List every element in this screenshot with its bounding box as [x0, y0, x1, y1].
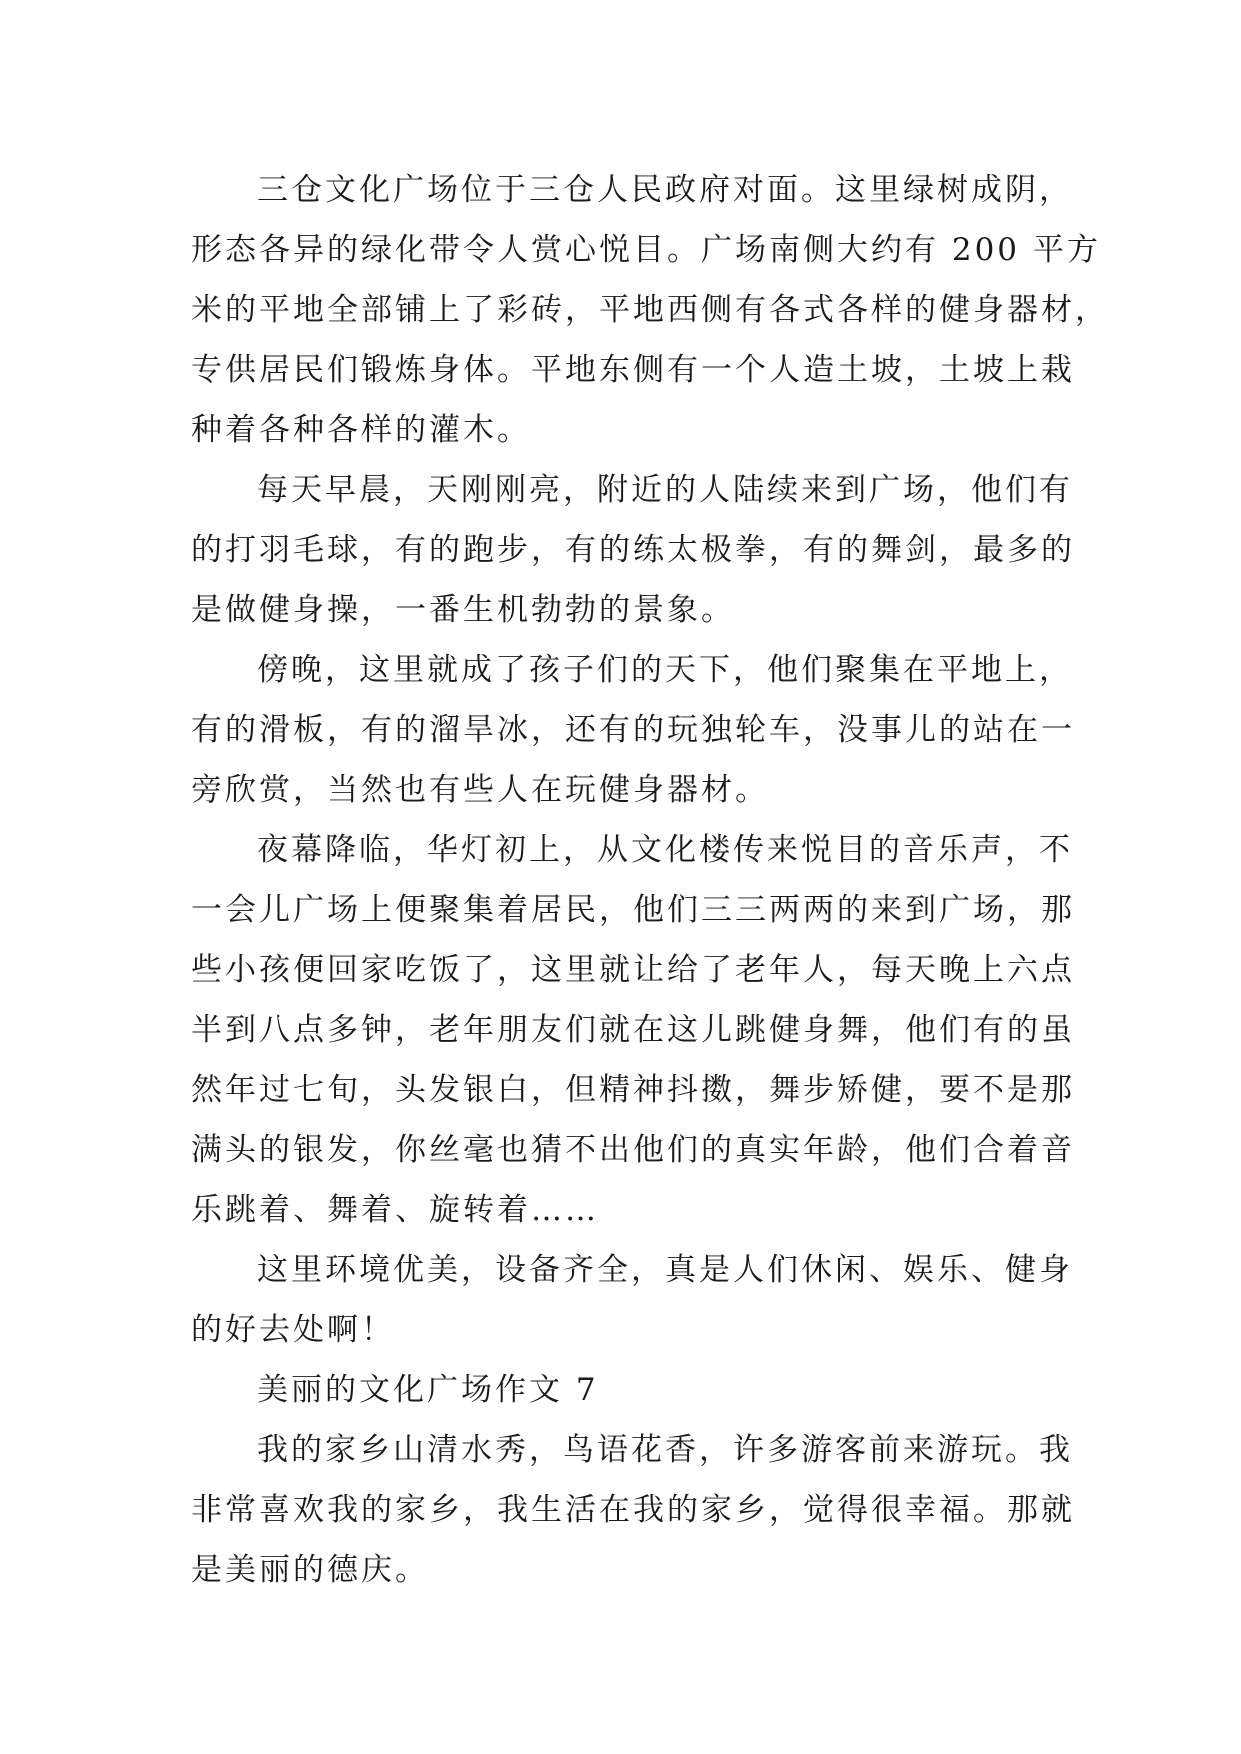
text-line: 夜幕降临，华灯初上，从文化楼传来悦目的音乐声，不: [257, 832, 1073, 868]
text-line: 半到八点多钟，老年朋友们就在这儿跳健身舞，他们有的虽: [191, 1012, 1075, 1048]
text-line: 是美丽的德庆。: [191, 1552, 429, 1588]
text-line: 一会儿广场上便聚集着居民，他们三三两两的来到广场，那: [191, 892, 1075, 928]
text-line: 的好去处啊！: [191, 1312, 395, 1348]
text-line: 的打羽毛球，有的跑步，有的练太极拳，有的舞剑，最多的: [191, 532, 1075, 568]
text-line: 专供居民们锻炼身体。平地东侧有一个人造土坡，土坡上栽: [191, 352, 1075, 388]
text-line: 些小孩便回家吃饭了，这里就让给了老年人，每天晚上六点: [191, 952, 1075, 988]
text-line: 有的滑板，有的溜旱冰，还有的玩独轮车，没事儿的站在一: [191, 712, 1075, 748]
text-line: 米的平地全部铺上了彩砖，平地西侧有各式各样的健身器材，: [191, 292, 1109, 328]
text-line: 每天早晨，天刚刚亮，附近的人陆续来到广场，他们有: [257, 472, 1073, 508]
text-line: 我的家乡山清水秀，鸟语花香，许多游客前来游玩。我: [257, 1432, 1073, 1468]
text-line: 乐跳着、舞着、旋转着……: [191, 1192, 599, 1228]
text-line: 非常喜欢我的家乡，我生活在我的家乡，觉得很幸福。那就: [191, 1492, 1075, 1528]
text-line: 种着各种各样的灌木。: [191, 412, 531, 448]
section-heading: 美丽的文化广场作文 7: [257, 1372, 599, 1408]
text-line: 是做健身操，一番生机勃勃的景象。: [191, 592, 735, 628]
text-line: 旁欣赏，当然也有些人在玩健身器材。: [191, 772, 769, 808]
text-line: 这里环境优美，设备齐全，真是人们休闲、娱乐、健身: [257, 1252, 1073, 1288]
document-body: [191, 160, 1109, 1600]
text-line: 满头的银发，你丝毫也猜不出他们的真实年龄，他们合着音: [191, 1132, 1075, 1168]
text-line: 形态各异的绿化带令人赏心悦目。广场南侧大约有 200 平方: [191, 232, 1101, 268]
text-line: 傍晚，这里就成了孩子们的天下，他们聚集在平地上，: [257, 652, 1073, 688]
text-line: 三仓文化广场位于三仓人民政府对面。这里绿树成阴，: [257, 172, 1073, 208]
text-line: 然年过七旬，头发银白，但精神抖擞，舞步矫健，要不是那: [191, 1072, 1075, 1108]
